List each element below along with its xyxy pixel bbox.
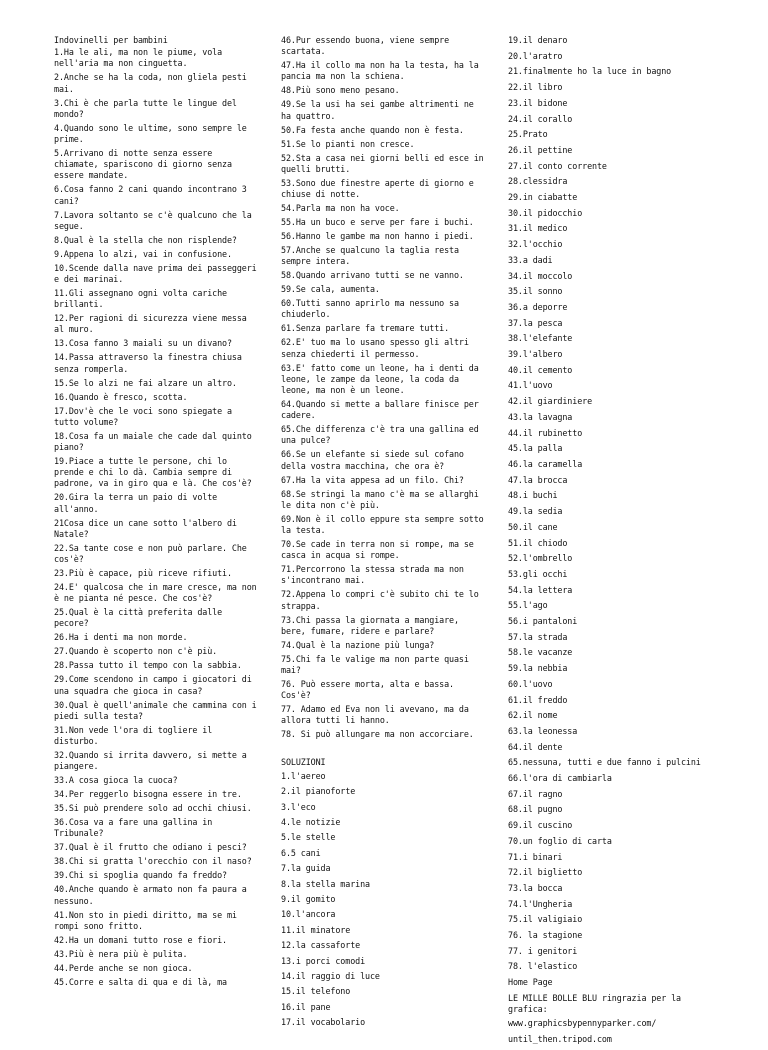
solution-item: 5.le stelle xyxy=(281,832,336,843)
riddle-item: 7.Lavora soltanto se c'è qualcuno che la segue. xyxy=(54,209,252,231)
riddle-item: 56.Hanno le gambe ma non hanno i piedi. xyxy=(281,231,474,242)
riddle-item: 15.Se lo alzi ne fai alzare un altro. xyxy=(54,377,237,388)
solution-item: 10.l'ancora xyxy=(281,909,336,920)
riddle-item: 60.Tutti sanno aprirlo ma nessuno sa chiuderlo. xyxy=(281,298,459,320)
solution-item: 77. i genitori xyxy=(508,945,578,956)
riddle-item: 59.Se cala, aumenta. xyxy=(281,284,380,295)
riddle-item: 21Cosa dice un cane sotto l'albero di Natale? xyxy=(54,517,237,539)
solution-item: 21.finalmente ho la luce in bagno xyxy=(508,66,672,77)
solution-item: 13.i porci comodi xyxy=(281,955,366,966)
riddle-item: 41.Non sto in piedi diritto, ma se mi rompi sono fritto. xyxy=(54,909,237,931)
riddle-item: 22.Sa tante cose e non può parlare. Che cos'è? xyxy=(54,542,247,565)
riddle-item: 67.Ha la vita appesa ad un filo. Chi? xyxy=(281,474,464,485)
solution-item: 57.la strada xyxy=(508,631,568,642)
solution-item: 71.i binari xyxy=(508,851,563,862)
riddle-item: 3.Chi è che parla tutte le lingue del mondo? xyxy=(54,97,237,119)
riddle-item: 58.Quando arrivano tutti se ne vanno. xyxy=(281,270,464,281)
riddle-item: 73.Chi passa la giornata a mangiare, bere, fumare, ridere e parlare? xyxy=(281,614,459,636)
riddle-item: 23.Più è capace, più riceve rifiuti. xyxy=(54,568,232,579)
solution-item: 76. la stagione xyxy=(508,930,583,941)
riddle-item: 32.Quando si irrita davvero, si mette a piangere. xyxy=(54,750,247,772)
solution-item: 64.il dente xyxy=(508,741,563,752)
riddle-item: 17.Dov'è che le voci sono spiegate a tutto volume? xyxy=(54,405,232,427)
riddle-item: 69.Non è il collo eppure sta sempre sotto la testa. xyxy=(281,513,484,536)
riddle-item: 65.Che differenza c'è tra una gallina ed una pulce? xyxy=(281,424,479,446)
riddle-item: 4.Quando sono le ultime, sono sempre le prime. xyxy=(54,122,247,145)
solution-item: 3.l'eco xyxy=(281,801,316,812)
solutions-heading: SOLUZIONI xyxy=(281,756,326,767)
riddle-item: 20.Gira la terra un paio di volte all'anno. xyxy=(54,492,218,514)
solution-item: 40.il cemento xyxy=(508,364,573,375)
riddle-item: 48.Più sono meno pesano. xyxy=(281,85,400,96)
solution-item: 30.il pidocchio xyxy=(508,207,583,218)
solution-item: 20.l'aratro xyxy=(508,50,563,61)
solution-item: 66.l'ora di cambiarla xyxy=(508,773,612,784)
solution-item: 67.il ragno xyxy=(508,788,563,799)
solution-item: 74.l'Ungheria xyxy=(508,898,573,909)
riddle-item: 9.Appena lo alzi, vai in confusione. xyxy=(54,248,232,259)
solution-item: 59.la nebbia xyxy=(508,663,568,674)
riddle-item: 40.Anche quando è armato non fa paura a nessuno. xyxy=(54,884,247,906)
solution-item: 24.il corallo xyxy=(508,113,573,124)
riddle-item: 49.Se la usi ha sei gambe altrimenti ne ha quattro. xyxy=(281,99,474,121)
riddle-item: 75.Chi fa le valige ma non parte quasi mai? xyxy=(281,653,469,676)
solution-item: 33.a dadi xyxy=(508,254,553,265)
riddle-item: 8.Qual è la stella che non risplende? xyxy=(54,234,237,245)
solutions-list-2 xyxy=(508,35,712,973)
solution-item: 54.la lettera xyxy=(508,584,573,595)
solution-item: 12.la cassaforte xyxy=(281,940,361,951)
solution-item: 44.il rubinetto xyxy=(508,427,583,438)
solution-item: 60.l'uovo xyxy=(508,678,553,689)
riddle-list-2 xyxy=(281,35,485,741)
solution-item: 34.il moccolo xyxy=(508,270,573,281)
riddle-item: 12.Per ragioni di sicurezza viene messa al muro. xyxy=(54,313,247,335)
riddle-item: 50.Fa festa anche quando non è festa. xyxy=(281,124,464,135)
riddle-item: 25.Qual è la città preferita dalle pecore? xyxy=(54,607,223,629)
solution-item: 23.il bidone xyxy=(508,97,568,108)
solution-item: 4.le notizie xyxy=(281,817,341,828)
riddle-item: 72.Appena lo compri c'è subito chi te lo strappa. xyxy=(281,589,479,611)
solution-item: 61.il freddo xyxy=(508,694,568,705)
riddle-item: 39.Chi si spoglia quando fa freddo? xyxy=(54,870,227,881)
riddle-item: 55.Ha un buco e serve per fare i buchi. xyxy=(281,217,474,228)
solution-item: 63.la leonessa xyxy=(508,725,578,736)
credits-text: LE MILLE BOLLE BLU ringrazia per la grafica: xyxy=(508,992,681,1015)
solution-item: 9.il gomito xyxy=(281,894,336,904)
riddle-item: 37.Qual è il frutto che odiano i pesci? xyxy=(54,842,247,853)
solution-item: 70.un foglio di carta xyxy=(508,835,612,846)
solution-item: 42.il giardiniere xyxy=(508,396,593,407)
solution-item: 6.5 cani xyxy=(281,847,321,858)
solution-item: 26.il pettine xyxy=(508,144,573,155)
solution-item: 19.il denaro xyxy=(508,35,568,45)
solution-item: 29.in ciabatte xyxy=(508,192,578,203)
solution-item: 56.i pantaloni xyxy=(508,616,578,627)
solution-item: 2.il pianoforte xyxy=(281,786,356,797)
solution-item: 75.il valigiaio xyxy=(508,914,583,925)
solution-item: 62.il nome xyxy=(508,710,558,721)
riddle-item: 66.Se un elefante si siede sul cofano della vostra macchina, che ora è? xyxy=(281,449,464,471)
riddle-item: 19.Piace a tutte le persone, chi lo prende e chi lo dà. Cambia sempre di padrone, va in giro qua e là. Che cos'è? xyxy=(54,456,252,489)
credit-link-1[interactable]: www.graphicsbypennyparker.com/ xyxy=(508,1018,657,1029)
solution-item: 27.il conto corrente xyxy=(508,160,607,171)
riddle-item: 26.Ha i denti ma non morde. xyxy=(54,632,188,643)
riddle-item: 64.Quando si mette a ballare finisce per cadere. xyxy=(281,399,479,421)
solution-item: 78. l'elastico xyxy=(508,961,578,972)
riddle-item: 13.Cosa fanno 3 maiali su un divano? xyxy=(54,338,232,349)
riddle-item: 2.Anche se ha la coda, non gliela pesti mai. xyxy=(54,72,247,94)
riddle-item: 52.Sta a casa nei giorni belli ed esce in quelli brutti. xyxy=(281,152,484,174)
solution-item: 65.nessuna, tutti e due fanno i pulcini xyxy=(508,757,701,768)
solution-item: 53.gli occhi xyxy=(508,568,568,579)
solution-item: 17.il vocabolario xyxy=(281,1017,366,1028)
riddle-item: 43.Più è nera più è pulita. xyxy=(54,948,188,959)
riddle-item: 45.Corre e salta di qua e di là, ma xyxy=(54,976,227,987)
riddle-item: 53.Sono due finestre aperte di giorno e chiuse di notte. xyxy=(281,177,474,200)
riddle-item: 76. Può essere morta, alta e bassa. Cos'è? xyxy=(281,679,454,701)
solution-item: 72.il biglietto xyxy=(508,867,583,878)
riddle-item: 27.Quando è scoperto non c'è più. xyxy=(54,646,218,657)
solution-item: 73.la bocca xyxy=(508,882,563,893)
solution-item: 47.la brocca xyxy=(508,474,568,485)
solution-item: 8.la stella marina xyxy=(281,878,370,889)
solution-item: 37.la pesca xyxy=(508,317,563,328)
solution-item: 14.il raggio di luce xyxy=(281,970,380,981)
solution-item: 51.il chiodo xyxy=(508,537,568,548)
solution-item: 41.l'uovo xyxy=(508,380,553,391)
solution-item: 52.l'ombrello xyxy=(508,553,573,564)
solution-item: 1.l'aereo xyxy=(281,770,326,781)
riddle-item: 57.Anche se qualcuno la taglia resta sempre intera. xyxy=(281,245,459,267)
solution-item: 16.il pane xyxy=(281,1001,331,1012)
solution-item: 68.il pugno xyxy=(508,804,563,815)
solution-item: 39.l'albero xyxy=(508,349,563,360)
solution-item: 28.clessidra xyxy=(508,176,568,187)
riddle-item: 18.Cosa fa un maiale che cade dal quinto piano? xyxy=(54,430,252,453)
riddle-item: 54.Parla ma non ha voce. xyxy=(281,203,400,214)
solution-item: 49.la sedia xyxy=(508,506,563,517)
riddle-item: 1.Ha le ali, ma non le piume, vola nell'aria ma non cinguetta. xyxy=(54,47,223,69)
solution-item: 69.il cuscino xyxy=(508,820,573,831)
riddle-item: 33.A cosa gioca la cuoca? xyxy=(54,775,178,786)
column-3 xyxy=(508,35,712,1050)
solution-item: 45.la palla xyxy=(508,443,563,454)
riddle-item: 31.Non vede l'ora di togliere il disturbo. xyxy=(54,724,213,747)
document-title: Indovinelli per bambini xyxy=(54,35,168,45)
riddle-item: 62.E' tuo ma lo usano spesso gli altri senza chiederti il permesso. xyxy=(281,337,469,359)
riddle-item: 30.Qual è quell'animale che cammina con i piedi sulla testa? xyxy=(54,699,257,721)
riddle-item: 16.Quando è fresco, scotta. xyxy=(54,391,188,402)
riddle-item: 77. Adamo ed Eva non li avevano, ma da allora tutti li hanno. xyxy=(281,704,469,726)
riddle-item: 24.E' qualcosa che in mare cresce, ma non è ne pianta né pesce. Che cos'è? xyxy=(54,582,257,604)
riddle-item: 68.Se stringi la mano c'è ma se allarghi le dita non c'è più. xyxy=(281,488,479,510)
riddle-item: 38.Chi si gratta l'orecchio con il naso? xyxy=(54,856,252,867)
riddle-item: 74.Qual è la nazione più lunga? xyxy=(281,639,435,650)
solution-item: 50.il cane xyxy=(508,521,558,532)
riddle-item: 61.Senza parlare fa tremare tutti. xyxy=(281,323,450,334)
riddle-item: 63.E' fatto come un leone, ha i denti da leone, le zampe da leone, la coda da leone, ma non è un leone. xyxy=(281,362,479,396)
riddle-item: 5.Arrivano di notte senza essere chiamate, spariscono di giorno senza essere mandate. xyxy=(54,148,232,181)
riddle-item: 36.Cosa va a fare una gallina in Tribunale? xyxy=(54,817,213,839)
riddle-item: 71.Percorrono la stessa strada ma non s'incontrano mai. xyxy=(281,564,464,586)
solution-item: 7.la guida xyxy=(281,863,331,874)
solution-item: 22.il libro xyxy=(508,82,563,93)
riddle-item: 51.Se lo pianti non cresce. xyxy=(281,138,415,149)
solution-item: 58.le vacanze xyxy=(508,647,573,658)
riddle-item: 10.Scende dalla nave prima dei passeggeri e dei marinai. xyxy=(54,262,257,285)
credit-link-2[interactable]: until_then.tripod.com xyxy=(508,1033,612,1044)
riddle-item: 14.Passa attraverso la finestra chiusa senza romperla. xyxy=(54,352,242,374)
riddle-item: 44.Perde anche se non gioca. xyxy=(54,962,193,973)
riddle-item: 6.Cosa fanno 2 cani quando incontrano 3 cani? xyxy=(54,184,247,206)
riddle-item: 70.Se cade in terra non si rompe, ma se casca in acqua si rompe. xyxy=(281,539,474,561)
riddle-item: 35.Si può prendere solo ad occhi chiusi. xyxy=(54,803,252,814)
riddle-item: 47.Ha il collo ma non ha la testa, ha la pancia ma non la schiena. xyxy=(281,60,479,82)
solution-item: 35.il sonno xyxy=(508,286,563,297)
home-page-link[interactable]: Home Page xyxy=(508,977,553,988)
solution-item: 11.il minatore xyxy=(281,924,351,935)
solution-item: 32.l'occhio xyxy=(508,239,563,250)
solution-item: 48.i buchi xyxy=(508,490,558,501)
riddle-item: 78. Si può allungare ma non accorciare. xyxy=(281,729,474,740)
riddle-item: 46.Pur essendo buona, viene sempre scartata. xyxy=(281,35,450,57)
column-1 xyxy=(54,35,258,991)
riddle-item: 28.Passa tutto il tempo con la sabbia. xyxy=(54,660,242,671)
solution-item: 31.il medico xyxy=(508,223,568,234)
riddle-item: 11.Gli assegnano ogni volta cariche brillanti. xyxy=(54,288,227,310)
solution-item: 43.la lavagna xyxy=(508,411,573,422)
solution-item: 15.il telefono xyxy=(281,986,351,997)
solutions-list-1 xyxy=(281,771,485,1028)
solution-item: 55.l'ago xyxy=(508,600,548,611)
solution-item: 46.la caramella xyxy=(508,458,583,469)
column-2 xyxy=(281,35,485,1033)
riddle-item: 42.Ha un domani tutto rose e fiori. xyxy=(54,934,227,945)
solution-item: 36.a deporre xyxy=(508,301,568,312)
riddle-item: 29.Come scendono in campo i giocatori di una squadra che gioca in casa? xyxy=(54,674,252,696)
riddle-item: 34.Per reggerlo bisogna essere in tre. xyxy=(54,789,242,800)
solution-item: 25.Prato xyxy=(508,129,548,140)
solution-item: 38.l'elefante xyxy=(508,333,573,344)
riddle-list-1 xyxy=(54,47,258,988)
